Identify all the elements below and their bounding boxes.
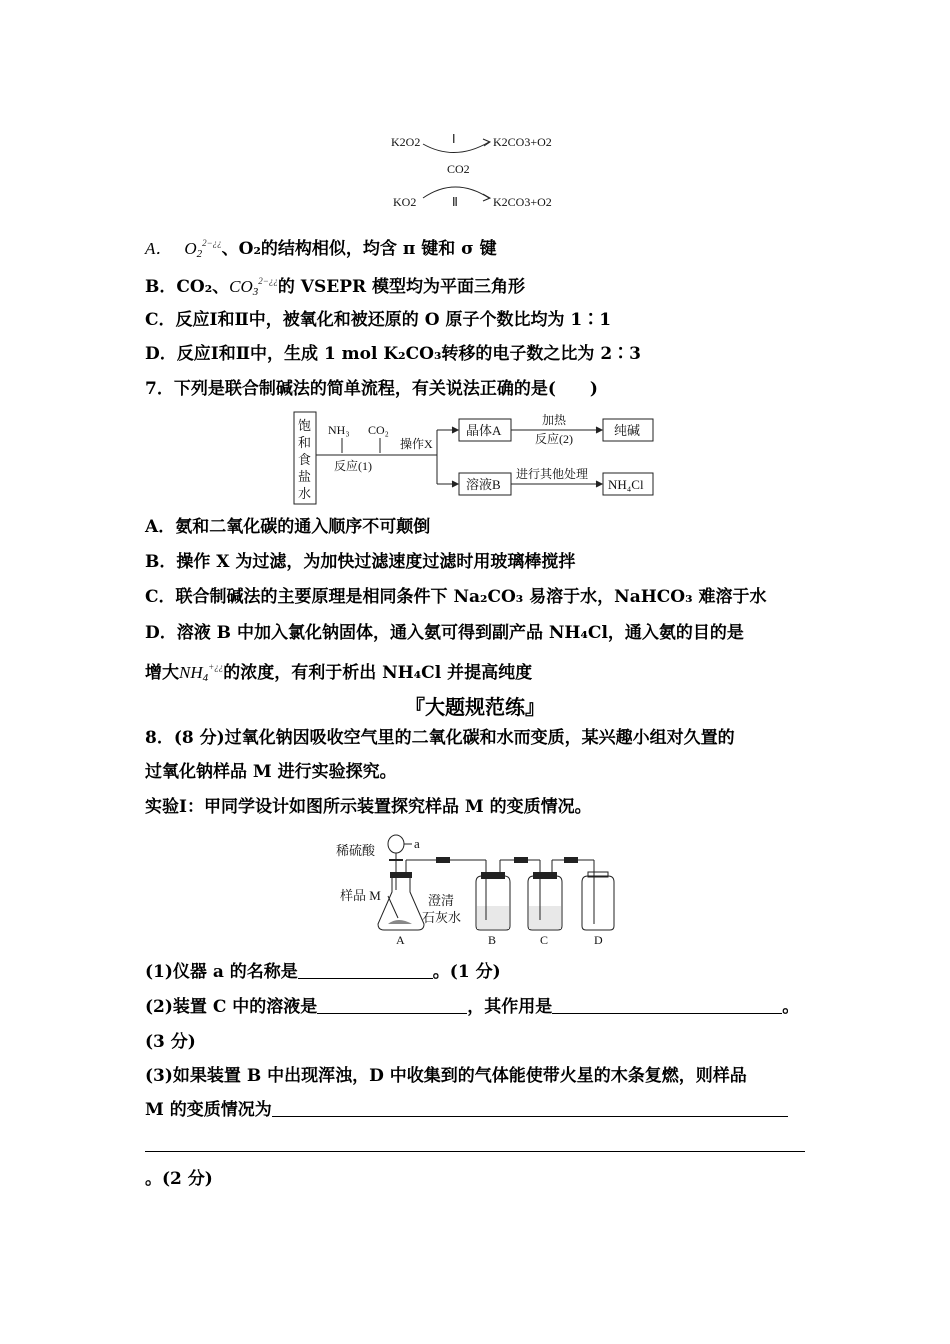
reaction1-label: 反应(1): [334, 459, 372, 473]
brine-char-4: 盐: [298, 469, 312, 484]
q7-option-b: B．操作 X 为过滤，为加快过滤速度过滤时用玻璃棒搅拌: [145, 552, 576, 572]
limewater-label-2: 石灰水: [422, 910, 462, 925]
label-a: A: [396, 933, 405, 947]
connector-ab: [436, 857, 450, 863]
soda-process-flowchart: [292, 410, 662, 506]
q8-part-2-score: (3 分): [145, 1032, 196, 1052]
left-top-formula: K2O2: [391, 135, 421, 149]
co2-flow-label: CO₂: [368, 423, 389, 437]
co2-label: CO2: [447, 162, 470, 176]
q7-option-c: C．联合制碱法的主要原理是相同条件下 Na₂CO₃ 易溶于水，NaHCO₃ 难溶于水: [145, 587, 767, 607]
q8-part-1: [145, 961, 501, 983]
q7-option-d-line1: D．溶液 B 中加入氯化钠固体，通入氨可得到副产品 NH₄Cl，通入氨的目的是: [145, 623, 744, 643]
q6-option-d: D．反应Ⅰ和Ⅱ中，生成 1 mol K₂CO₃转移的电子数之比为 2∶3: [145, 344, 641, 364]
process-label: 进行其他处理: [516, 467, 589, 481]
instrument-name-blank[interactable]: [298, 962, 433, 979]
q7-option-a: A．氨和二氧化碳的通入顺序不可颠倒: [145, 517, 431, 537]
connector-bc: [514, 857, 528, 863]
brine-char-1: 饱: [298, 418, 312, 433]
option-b-prefix: B．CO₂、: [145, 277, 230, 297]
q8-part-3-suffix: 。(2 分): [145, 1169, 213, 1189]
acid-label: 稀硫酸: [336, 843, 376, 858]
q7-stem: 7．下列是联合制碱法的简单流程，有关说法正确的是( ): [145, 379, 598, 399]
bottle-c-liquid: [529, 906, 561, 929]
arrow-top: [423, 142, 489, 153]
label-d: D: [594, 933, 603, 947]
label-reaction-1: Ⅰ: [452, 132, 456, 146]
deterioration-blank-2[interactable]: [145, 1135, 805, 1152]
ion-co3-symbol: $CO_3^{2-¿¿}$: [229, 276, 278, 298]
a-label: a: [414, 836, 420, 851]
flask-a-stopper: [390, 872, 412, 878]
right-bottom-formula: K2CO3+O2: [493, 195, 552, 209]
reaction2-label: 反应(2): [535, 432, 573, 446]
bottle-c-stopper: [533, 872, 557, 879]
heat-label: 加热: [542, 413, 567, 427]
soda-ash-label: 纯碱: [614, 423, 641, 438]
arrowhead-bottom: [483, 194, 490, 201]
nh4cl-label: NH₄Cl: [608, 477, 644, 492]
q6-option-a: [145, 232, 497, 265]
arrowhead-solution: [452, 481, 458, 487]
section-title: 『大题规范练』: [405, 695, 545, 719]
option-a-prefix: A．: [145, 239, 173, 258]
q7-option-d-line2: [145, 656, 532, 689]
reaction-scheme-figure: [385, 128, 565, 212]
sample-solid: [388, 920, 412, 924]
solution-c-blank[interactable]: [317, 997, 467, 1014]
brine-char-5: 水: [298, 486, 312, 501]
limewater-label-1: 澄清: [428, 893, 455, 908]
brine-char-3: 食: [298, 452, 312, 467]
connector-cd: [564, 857, 578, 863]
right-top-formula: K2CO3+O2: [493, 135, 552, 149]
solution-b-label: 溶液B: [466, 477, 501, 492]
sample-pointer: [388, 896, 398, 918]
funnel-bulb: [388, 835, 404, 853]
label-b: B: [488, 933, 497, 947]
label-reaction-2: Ⅱ: [452, 195, 458, 209]
q8-part-3-blank-line[interactable]: [145, 1134, 805, 1156]
q8-part-2: [145, 996, 799, 1018]
q8-part-3-line2: [145, 1099, 788, 1121]
crystal-a-label: 晶体A: [466, 423, 502, 438]
bottle-d: [582, 876, 614, 930]
option-b-text: 的 VSEPR 模型均为平面三角形: [277, 277, 526, 297]
arrowhead-product: [596, 427, 602, 433]
ion-nh4-symbol: $NH_4^{+¿¿}$: [179, 662, 224, 684]
ion-o2-symbol: $O_2^{2-¿¿}$: [184, 238, 222, 260]
d2-text: 的浓度，有利于析出 NH₄Cl 并提高纯度: [223, 663, 533, 683]
q8-experiment-1: 实验Ⅰ：甲同学设计如图所示装置探究样品 M 的变质情况。: [145, 797, 592, 817]
sample-label: 样品 M: [340, 888, 381, 903]
brine-char-2: 和: [298, 435, 312, 450]
left-bottom-formula: KO2: [393, 195, 417, 209]
bottle-b-liquid: [477, 906, 509, 929]
nh3-label: NH₃: [328, 423, 350, 437]
part2-suffix: 。: [782, 997, 800, 1017]
apparatus-figure: [336, 830, 626, 948]
q6-option-c: C．反应Ⅰ和Ⅱ中，被氧化和被还原的 O 原子个数比均为 1∶1: [145, 310, 612, 330]
q8-part-3-line1: (3)如果装置 B 中出现浑浊，D 中收集到的气体能使带火星的木条复燃，则样品: [145, 1066, 747, 1086]
part2-prefix: (2)装置 C 中的溶液是: [145, 997, 318, 1017]
q8-stem-line2: 过氧化钠样品 M 进行实验探究。: [145, 762, 397, 782]
operation-x-label: 操作X: [400, 437, 433, 451]
part1-prefix: (1)仪器 a 的名称是: [145, 962, 298, 982]
q6-option-b: [145, 270, 525, 303]
arrowhead-crystal: [452, 427, 458, 433]
d2-prefix: 增大: [145, 663, 179, 683]
part2-mid: ，其作用是: [467, 997, 553, 1017]
function-blank[interactable]: [552, 997, 782, 1014]
q8-stem-line1: 8．(8 分)过氧化钠因吸收空气里的二氧化碳和水而变质，某兴趣小组对久置的: [145, 728, 735, 748]
part3-prefix: M 的变质情况为: [145, 1100, 272, 1120]
arrowhead-nh4cl: [596, 481, 602, 487]
part1-suffix: 。(1 分): [432, 962, 501, 982]
bottle-b-stopper: [481, 872, 505, 879]
deterioration-blank-1[interactable]: [272, 1100, 788, 1117]
label-c: C: [540, 933, 549, 947]
option-a-text: 、O₂的结构相似，均含 π 键和 σ 键: [221, 239, 497, 259]
